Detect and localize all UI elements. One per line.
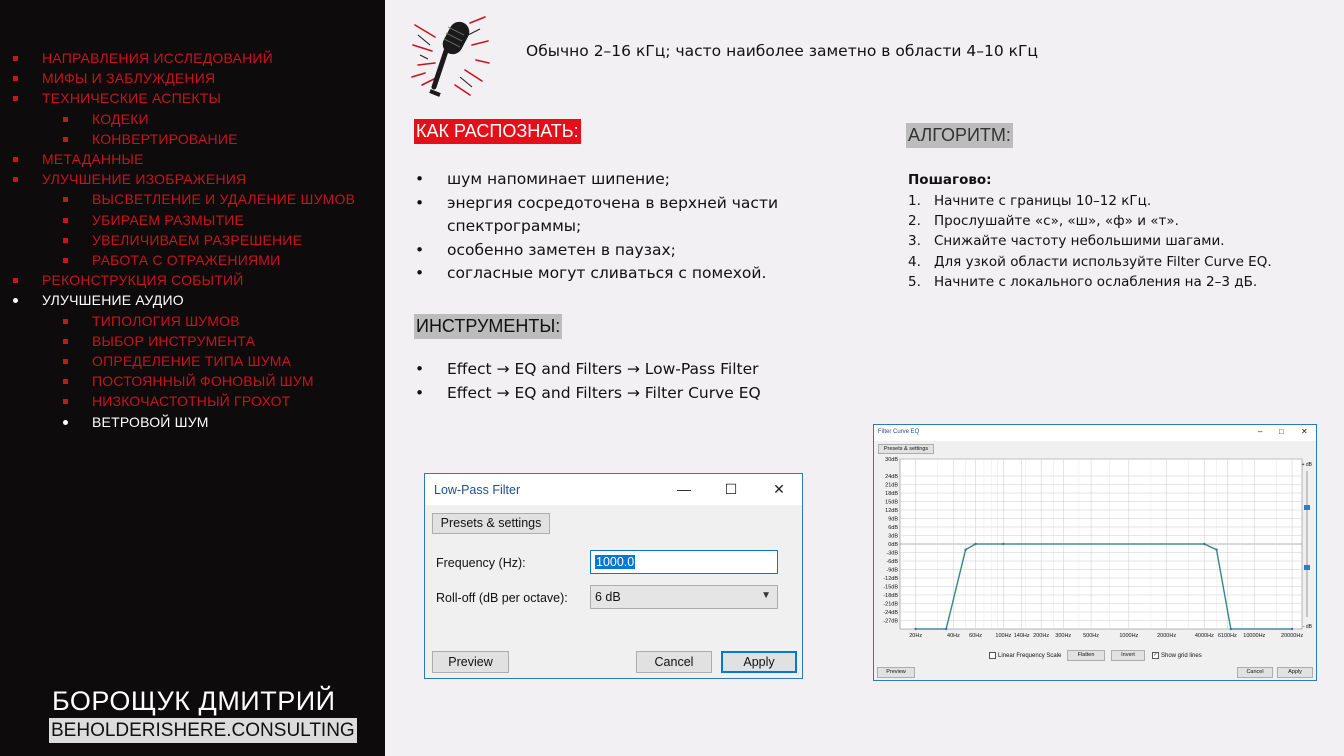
- frequency-value: 1000.0: [596, 555, 635, 569]
- sidebar-item-label: УЛУЧШЕНИЕ ИЗОБРАЖЕНИЯ: [42, 171, 247, 188]
- db-tick-label: -9dB: [886, 567, 898, 574]
- sidebar-item-label: НАПРАВЛЕНИЯ ИССЛЕДОВАНИЙ: [42, 50, 273, 66]
- list-item: • Effect → EQ and Filters → Low-Pass Filter: [415, 358, 815, 382]
- recognize-heading: КАК РАСПОЗНАТЬ:: [414, 119, 581, 144]
- eq-presets-button[interactable]: Presets & settings: [878, 444, 934, 454]
- step-number: 5.: [908, 273, 921, 290]
- step-text: Для узкой области используйте Filter Curve EQ.: [934, 253, 1272, 270]
- bullet-icon: [13, 96, 18, 101]
- sidebar-item-label: НИЗКОЧАСТОТНЫЙ ГРОХОТ: [92, 393, 291, 410]
- sidebar-item[interactable]: [92, 393, 290, 409]
- sidebar-item-label: УЛУЧШЕНИЕ АУДИО: [42, 292, 184, 309]
- list-item: • шум напоминает шипение;: [415, 168, 795, 192]
- close-icon[interactable]: ✕: [773, 481, 785, 497]
- sidebar-item-label: ВЫБОР ИНСТРУМЕНТА: [92, 332, 256, 349]
- bullet-icon: [13, 56, 18, 61]
- sidebar-item[interactable]: [42, 50, 273, 66]
- eq-control-point: [964, 548, 966, 550]
- dialog-title: Low-Pass Filter: [434, 483, 521, 497]
- eq-apply-button[interactable]: Apply: [1277, 667, 1313, 678]
- invert-button[interactable]: Invert: [1111, 650, 1145, 661]
- algorithm-step: [908, 272, 1272, 292]
- freq-tick-label: 60Hz: [969, 633, 982, 639]
- db-tick-label: -27dB: [883, 618, 898, 625]
- preview-button[interactable]: Preview: [432, 651, 509, 673]
- db-tick-label: -15dB: [883, 584, 898, 591]
- freq-tick-label: 100Hz: [995, 633, 1012, 639]
- eq-control-point: [1215, 548, 1217, 550]
- bullet-icon: [63, 359, 68, 364]
- algorithm-step: [908, 231, 1272, 251]
- db-tick-label: -24dB: [883, 610, 898, 616]
- gain-slider-thumb: [1304, 505, 1310, 510]
- gain-slider-thumb: [1304, 565, 1310, 570]
- step-text: Начните с локального ослабления на 2–3 дБ.: [934, 273, 1258, 290]
- sidebar-item[interactable]: [42, 151, 144, 167]
- freq-tick-label: 6100Hz: [1217, 633, 1237, 639]
- sidebar-item[interactable]: [92, 313, 240, 329]
- freq-tick-label: 140Hz: [1013, 633, 1030, 639]
- sidebar-item[interactable]: [92, 111, 149, 127]
- db-tick-label: 24dB: [885, 474, 898, 480]
- algorithm-step: [908, 252, 1272, 272]
- chevron-down-icon: ▼: [761, 590, 771, 601]
- bullet-icon: [63, 379, 68, 384]
- freq-tick-label: 2000Hz: [1157, 633, 1177, 639]
- minimize-icon[interactable]: —: [677, 481, 691, 497]
- frequency-input[interactable]: [590, 550, 778, 574]
- sidebar-item[interactable]: [42, 90, 221, 106]
- freq-tick-label: 200Hz: [1033, 633, 1050, 639]
- linear-scale-label: Linear Frequency Scale: [998, 653, 1062, 660]
- db-tick-label: 18dB: [885, 491, 898, 497]
- db-tick-label: -21dB: [883, 601, 898, 608]
- freq-tick-label: 1000Hz: [1119, 633, 1139, 639]
- bullet-icon: [13, 298, 18, 303]
- step-number: 2.: [908, 213, 921, 230]
- sidebar-item-label: КОНВЕРТИРОВАНИЕ: [92, 130, 238, 147]
- list-item: • энергия сосредоточена в верхней части спектрограммы;: [415, 192, 795, 239]
- algorithm-title: Пошагово:: [908, 172, 992, 188]
- bullet-icon: [63, 399, 68, 404]
- sidebar-item-label: ВЫСВЕТЛЕНИЕ И УДАЛЕНИЕ ШУМОВ: [92, 191, 356, 208]
- maximize-icon[interactable]: □: [1279, 427, 1284, 436]
- eq-control-point: [914, 628, 916, 630]
- eq-control-point: [1291, 628, 1293, 630]
- db-tick-label: -3dB: [886, 550, 898, 557]
- sidebar-item-label: ТЕХНИЧЕСКИЕ АСПЕКТЫ: [42, 90, 222, 107]
- freq-tick-label: 20Hz: [909, 633, 923, 639]
- step-text: Снижайте частоту небольшими шагами.: [934, 233, 1225, 250]
- grid-lines-checkbox[interactable]: [1152, 652, 1202, 659]
- bullet-icon: [63, 339, 68, 344]
- bullet-icon: [63, 238, 68, 243]
- sidebar-item-label: ТИПОЛОГИЯ ШУМОВ: [92, 312, 240, 329]
- db-tick-label: 30dB: [885, 457, 898, 463]
- presets-button[interactable]: Presets & settings: [432, 513, 550, 534]
- db-tick-label: 9dB: [888, 516, 898, 523]
- sidebar-item[interactable]: [92, 414, 209, 430]
- sidebar-item[interactable]: [92, 191, 355, 207]
- db-tick-label: 21dB: [885, 482, 898, 489]
- sidebar: [0, 0, 385, 756]
- db-tick-label: 6dB: [888, 525, 898, 531]
- freq-tick-label: 40Hz: [947, 633, 960, 639]
- step-number: 1.: [908, 193, 921, 209]
- tools-list: [415, 358, 815, 405]
- list-item: • согласные могут сливаться с помехой.: [415, 262, 795, 286]
- step-number: 3.: [908, 233, 921, 250]
- eq-control-point: [945, 628, 947, 630]
- eq-preview-button[interactable]: Preview: [877, 667, 915, 678]
- tools-heading: ИНСТРУМЕНТЫ:: [414, 314, 562, 339]
- bullet-icon: [63, 258, 68, 263]
- slide-subtitle: Обычно 2–16 кГц; часто наиболее заметно в области 4–10 кГц: [526, 42, 1038, 60]
- sidebar-item[interactable]: [92, 131, 238, 147]
- microphone-icon: [410, 15, 490, 100]
- freq-tick-label: 20000Hz: [1281, 633, 1304, 639]
- step-text: Начните с границы 10–12 кГц.: [934, 193, 1152, 209]
- sidebar-item[interactable]: [92, 252, 280, 268]
- eq-title: Filter Curve EQ: [878, 429, 920, 435]
- frequency-label: Frequency (Hz):: [436, 556, 526, 570]
- linear-scale-checkbox[interactable]: [989, 652, 1061, 659]
- close-icon[interactable]: ✕: [1301, 427, 1308, 436]
- bullet-icon: [13, 278, 18, 283]
- right-bottom-label: - dB: [1302, 624, 1312, 630]
- sidebar-item[interactable]: [92, 333, 255, 349]
- eq-cancel-button[interactable]: Cancel: [1237, 667, 1273, 678]
- minimize-icon[interactable]: –: [1258, 427, 1263, 436]
- sidebar-item[interactable]: [92, 232, 302, 248]
- eq-control-point: [1203, 543, 1205, 545]
- list-item: • Effect → EQ and Filters → Filter Curve EQ: [415, 382, 815, 406]
- sidebar-item-label: РЕКОНСТРУКЦИЯ СОБЫТИЙ: [42, 272, 244, 289]
- freq-tick-label: 300Hz: [1055, 633, 1072, 639]
- checkbox-icon: [989, 652, 996, 659]
- sidebar-item-label: ПОСТОЯННЫЙ ФОНОВЫЙ ШУМ: [92, 373, 314, 390]
- sidebar-item[interactable]: [92, 353, 291, 369]
- bullet-icon: [13, 157, 18, 162]
- eq-control-point: [1230, 628, 1232, 630]
- sidebar-item[interactable]: [42, 70, 215, 86]
- db-tick-label: -6dB: [886, 559, 898, 565]
- step-number: 4.: [908, 253, 921, 270]
- sidebar-item[interactable]: [42, 272, 244, 288]
- bullet-icon: [63, 137, 68, 142]
- sidebar-item[interactable]: [92, 373, 314, 389]
- recognize-list: [415, 168, 795, 286]
- sidebar-item-label: КОДЕКИ: [92, 110, 149, 127]
- flatten-button[interactable]: Flatten: [1067, 650, 1105, 661]
- author-site[interactable]: BEHOLDERISHERE.CONSULTING: [51, 720, 355, 741]
- bullet-icon: [63, 218, 68, 223]
- freq-tick-label: 4000Hz: [1194, 633, 1214, 639]
- algorithm-steps: [908, 191, 1272, 292]
- cancel-button[interactable]: Cancel: [636, 651, 712, 673]
- algorithm-step: [908, 191, 1272, 211]
- sidebar-item-label: ОПРЕДЕЛЕНИЕ ТИПА ШУМА: [92, 353, 292, 369]
- checkmark-icon: ✓: [1153, 652, 1158, 658]
- bullet-icon: [63, 197, 68, 202]
- db-tick-label: 3dB: [888, 533, 898, 540]
- sidebar-item-label: МЕТАДАННЫЕ: [42, 151, 144, 167]
- db-tick-label: -18dB: [883, 593, 898, 599]
- sidebar-item-label: РАБОТА С ОТРАЖЕНИЯМИ: [92, 252, 281, 268]
- maximize-icon[interactable]: ☐: [724, 481, 738, 497]
- apply-button[interactable]: Apply: [721, 651, 797, 673]
- eq-control-point: [1002, 543, 1004, 545]
- sidebar-item[interactable]: [42, 292, 184, 308]
- eq-control-point: [974, 543, 976, 545]
- db-tick-label: 15dB: [885, 499, 898, 506]
- db-tick-label: -12dB: [883, 576, 898, 582]
- eq-titlebar[interactable]: [874, 425, 1316, 441]
- sidebar-item-label: УВЕЛИЧИВАЕМ РАЗРЕШЕНИЕ: [92, 231, 303, 248]
- db-tick-label: 0dB: [888, 542, 898, 548]
- right-top-label: + dB: [1301, 462, 1312, 468]
- bullet-icon: [63, 319, 68, 324]
- list-item: • особенно заметен в паузах;: [415, 239, 795, 263]
- sidebar-item[interactable]: [42, 171, 246, 187]
- grid-lines-label: Show grid lines: [1161, 653, 1202, 660]
- bullet-icon: [13, 76, 18, 81]
- sidebar-item[interactable]: [92, 212, 244, 228]
- dialog-titlebar[interactable]: [425, 474, 802, 505]
- freq-tick-label: 10000Hz: [1243, 633, 1266, 639]
- sidebar-item-label: МИФЫ И ЗАБЛУЖДЕНИЯ: [42, 70, 216, 87]
- rolloff-select[interactable]: [590, 585, 778, 609]
- rolloff-value: 6 dB: [595, 590, 621, 604]
- bullet-icon: [13, 177, 18, 182]
- db-tick-label: 12dB: [885, 508, 898, 514]
- author-name: БОРОЩУК ДМИТРИЙ: [52, 686, 336, 716]
- step-text: Прослушайте «с», «ш», «ф» и «т».: [934, 213, 1179, 230]
- bullet-icon: [63, 420, 68, 425]
- low-pass-filter-dialog: [424, 473, 803, 679]
- eq-graph[interactable]: [876, 457, 1312, 645]
- algorithm-heading: АЛГОРИТМ:: [906, 123, 1013, 148]
- freq-tick-label: 500Hz: [1083, 633, 1100, 639]
- sidebar-item-label: УБИРАЕМ РАЗМЫТИЕ: [92, 211, 245, 228]
- filter-curve-eq-window: [873, 424, 1317, 681]
- rolloff-label: Roll-off (dB per octave):: [436, 591, 568, 605]
- bullet-icon: [63, 117, 68, 122]
- sidebar-item-label: ВЕТРОВОЙ ШУМ: [92, 413, 209, 430]
- algorithm-step: [908, 211, 1272, 231]
